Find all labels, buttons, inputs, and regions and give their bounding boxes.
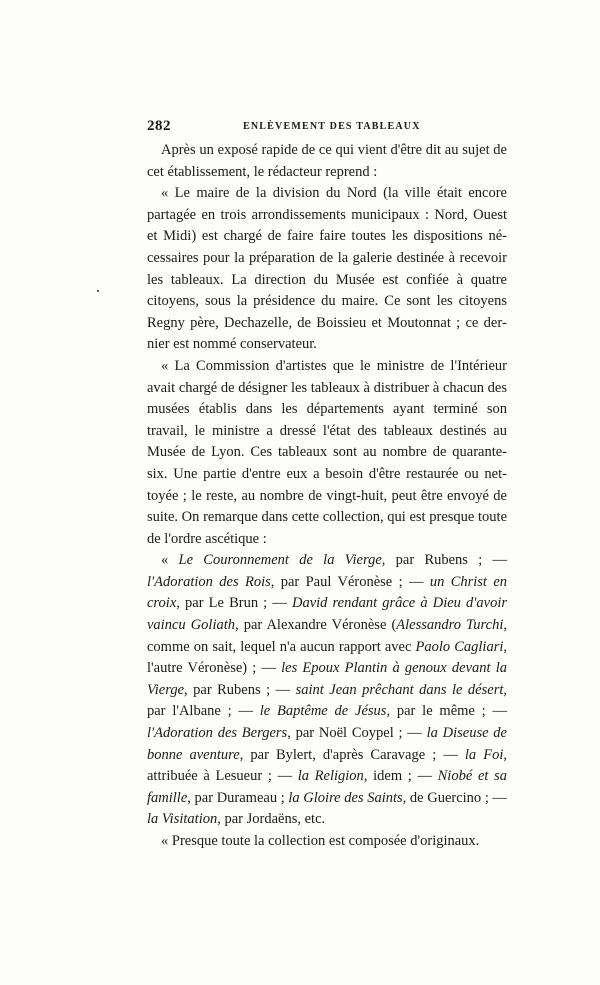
artwork-title: Le Couronnement de la Vierge bbox=[178, 552, 382, 569]
artwork-title: l'Adoration des Bergers bbox=[147, 725, 288, 742]
catalogue-text: , par Le Brun ; — bbox=[176, 595, 292, 612]
catalogue-text: , attribuée à Lesueur ; — bbox=[147, 746, 507, 785]
catalogue-text: , par Rubens ; — bbox=[184, 681, 296, 698]
catalogue-text: « bbox=[161, 552, 179, 569]
catalogue-text: , par le même ; — bbox=[386, 703, 507, 720]
catalogue-text: , l'autre Véronèse) ; — bbox=[147, 638, 507, 677]
catalogue-text: , par Paul Véronèse ; — bbox=[270, 573, 430, 590]
artwork-title: la Foi bbox=[464, 746, 504, 763]
artwork-title: un Christ en croix bbox=[147, 573, 508, 612]
artwork-title: le Baptême de Jésus bbox=[259, 703, 387, 720]
paragraph-originaux: « Presque toute la collection est composée d'originaux. bbox=[161, 833, 480, 849]
artwork-title: l'Adoration des Rois bbox=[147, 573, 271, 590]
catalogue-text: , par Jordaëns, etc. bbox=[217, 811, 326, 828]
catalogue-text: , de Guercino ; — bbox=[402, 789, 507, 806]
page-number: 282 bbox=[147, 118, 171, 134]
artwork-title: la Religion bbox=[297, 768, 364, 785]
paragraph-catalogue bbox=[147, 550, 507, 831]
artwork-title: Niobé et sa famille bbox=[147, 768, 507, 806]
catalogue-text: , par Noël Coypel ; — bbox=[287, 725, 427, 742]
paragraph-intro: Après un exposé rapide de ce qui vient d'être dit au sujet de cet établissement, le rédacteur reprend : bbox=[147, 142, 507, 180]
artwork-title: les Epoux Plantin à genoux devant la Vierge bbox=[147, 660, 507, 698]
running-head: ENLÈVEMENT DES TABLEAUX bbox=[243, 121, 421, 132]
print-speck bbox=[97, 290, 99, 292]
artist-name: Paolo Cagliari bbox=[415, 638, 504, 655]
artwork-title: la Diseuse de bonne aventure bbox=[147, 725, 507, 763]
catalogue-text: , comme on sait, lequel n'a aucun rapport avec bbox=[147, 617, 508, 655]
artwork-title: David rendant grâce à Dieu d'avoir vaincu Goliath bbox=[147, 595, 507, 634]
artwork-title: la Gloire des Saints bbox=[288, 789, 403, 806]
artist-name: Alessandro Turchi bbox=[396, 617, 504, 634]
artwork-title: saint Jean prêchant dans le désert bbox=[295, 681, 504, 698]
catalogue-text: , par Rubens ; — bbox=[381, 552, 508, 569]
catalogue-text: , par Durameau ; bbox=[187, 789, 289, 806]
catalogue-text: , par Bylert, d'après Caravage ; — bbox=[239, 746, 465, 763]
paragraph-commission: « La Commission d'artistes que le ministre de l'Intérieur avait chargé de désigner les tableaux à distribuer à chacun des musées établis dans les départements ayant terminé son travail, le ministre a dressé l'état des tableaux destinés au Musée de Lyon. Ces tableaux sont au nombre de quarante-six. Une partie d'entre eux a besoin d'être restaurée ou nettoyée ; le reste, au nombre de vingt-huit, peut être envoyé de suite. On remarque dans cette collection, qui est presque toute de l'ordre ascétique : bbox=[147, 357, 507, 547]
paragraph-maire: « Le maire de la division du Nord (la ville était encore partagée en trois arrondissements municipaux : Nord, Ouest et Midi) est chargé de faire faire toutes les dispositions nécessaires pour la préparation de la galerie destinée à recevoir les tableaux. La direction du Musée est confiée à quatre citoyens, sous la présidence du maire. Ce sont les citoyens Regny père, Dechazelle, de Boissieu et Moutonnat ; ce dernier est nommé conservateur. bbox=[147, 185, 507, 353]
artwork-title: la Visitation bbox=[147, 811, 218, 828]
page-header bbox=[147, 118, 507, 136]
catalogue-text: , idem ; — bbox=[363, 768, 438, 785]
catalogue-text: , par l'Albane ; — bbox=[147, 681, 507, 720]
catalogue-text: , par Alexandre Véronèse ( bbox=[235, 617, 397, 634]
body-text bbox=[147, 140, 507, 853]
